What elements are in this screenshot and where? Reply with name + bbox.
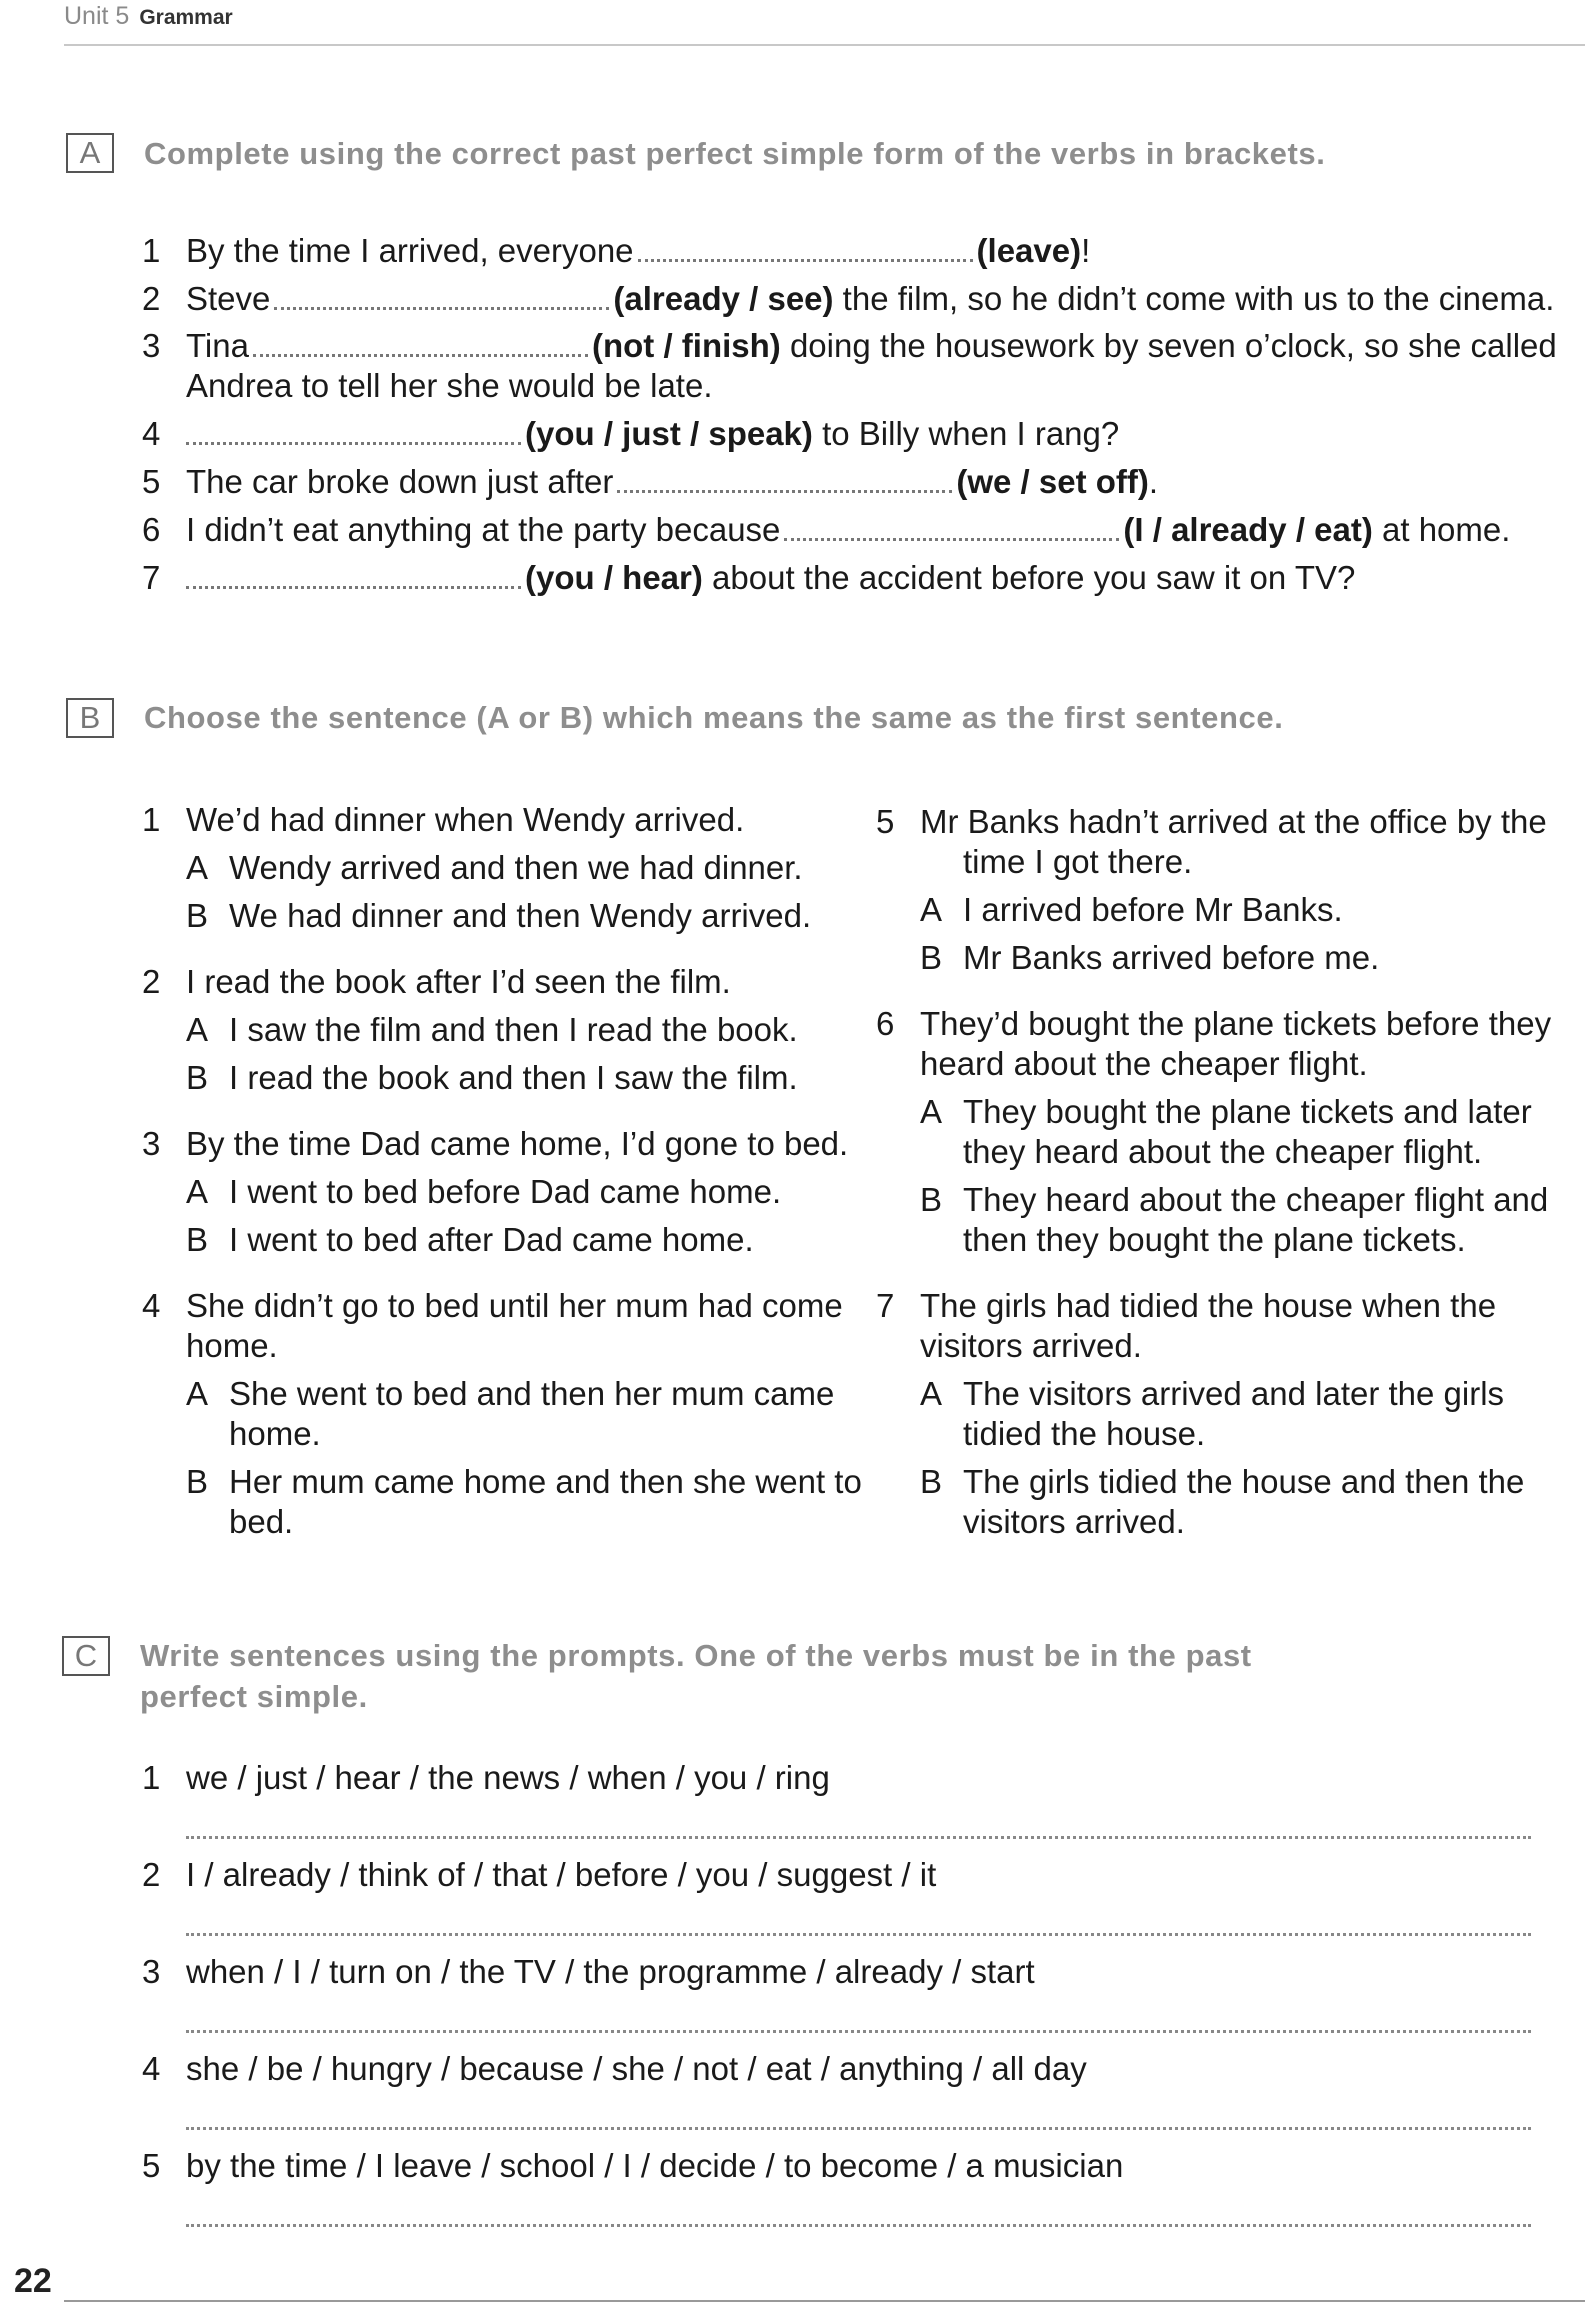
item-text: I didn’t eat anything at the party because xyxy=(186,511,781,548)
item-text: the film, so he didn’t come with us to the cinema. xyxy=(833,280,1555,317)
question-sentence-continued: visitors arrived. xyxy=(920,1327,1142,1364)
answer-blank[interactable] xyxy=(617,466,952,493)
option-b-text: I went to bed after Dad came home. xyxy=(229,1221,754,1258)
item-number: 2 xyxy=(142,963,161,1000)
exercise-a-instruction: Complete using the correct past perfect simple form of the verbs in brackets. xyxy=(144,136,1326,171)
exercise-a-item-5 xyxy=(186,462,1158,502)
verb-cue: (not / finish) xyxy=(591,327,781,364)
item-number: 6 xyxy=(142,511,161,548)
option-b-label[interactable]: B xyxy=(186,1059,209,1096)
verb-cue: (already / see) xyxy=(613,280,834,317)
item-number: 5 xyxy=(142,2147,161,2184)
option-a-text: She went to bed and then her mum came xyxy=(229,1375,835,1412)
question-sentence: The girls had tidied the house when the xyxy=(920,1287,1497,1324)
option-b-label[interactable]: B xyxy=(186,897,209,934)
answer-line[interactable] xyxy=(186,1933,1531,1936)
exercise-c-instruction-line-1: Write sentences using the prompts. One of the verbs must be in the past xyxy=(140,1638,1252,1673)
option-a-text-continued: home. xyxy=(229,1415,321,1452)
item-number: 3 xyxy=(142,1953,161,1990)
answer-line[interactable] xyxy=(186,2030,1531,2033)
option-b-text: The girls tidied the house and then the xyxy=(963,1463,1525,1500)
exercise-a-item-1 xyxy=(186,231,1090,271)
answer-blank[interactable] xyxy=(253,330,588,357)
prompt-text: by the time / I leave / school / I / decide / to become / a musician xyxy=(186,2147,1124,2184)
answer-line[interactable] xyxy=(186,2127,1531,2130)
option-a-text: I saw the film and then I read the book. xyxy=(229,1011,798,1048)
item-number: 5 xyxy=(876,803,895,840)
item-text: doing the housework by seven o’clock, so she called xyxy=(780,327,1557,364)
question-sentence: We’d had dinner when Wendy arrived. xyxy=(186,801,745,838)
item-text: at home. xyxy=(1372,511,1511,548)
option-b-text: Mr Banks arrived before me. xyxy=(963,939,1380,976)
option-b-text: We had dinner and then Wendy arrived. xyxy=(229,897,812,934)
item-text: The car broke down just after xyxy=(186,463,614,500)
exercise-c-letter: C xyxy=(62,1636,110,1676)
item-number: 1 xyxy=(142,232,161,269)
question-sentence: By the time Dad came home, I’d gone to bed. xyxy=(186,1125,849,1162)
question-sentence: Mr Banks hadn’t arrived at the office by the xyxy=(920,803,1547,840)
item-text: . xyxy=(1148,463,1159,500)
verb-cue: (you / hear) xyxy=(525,559,703,596)
item-number: 7 xyxy=(876,1287,895,1324)
section-label: Grammar xyxy=(139,6,233,29)
option-a-label[interactable]: A xyxy=(186,1173,209,1210)
answer-blank[interactable] xyxy=(638,235,973,262)
item-number: 2 xyxy=(142,280,161,317)
option-b-text-continued: bed. xyxy=(229,1503,294,1540)
item-number: 1 xyxy=(142,801,161,838)
item-text: Tina xyxy=(186,327,249,364)
item-text: about the accident before you saw it on TV? xyxy=(702,559,1356,596)
exercise-c-instruction-line-2: perfect simple. xyxy=(140,1679,368,1714)
option-b-text-continued: then they bought the plane tickets. xyxy=(963,1221,1466,1258)
option-b-label[interactable]: B xyxy=(186,1221,209,1258)
item-number: 7 xyxy=(142,559,161,596)
option-a-text: Wendy arrived and then we had dinner. xyxy=(229,849,803,886)
option-b-text: Her mum came home and then she went to xyxy=(229,1463,862,1500)
verb-cue: (you / just / speak) xyxy=(525,415,813,452)
prompt-text: she / be / hungry / because / she / not / eat / anything / all day xyxy=(186,2050,1087,2087)
answer-line[interactable] xyxy=(186,2224,1531,2227)
option-b-text-continued: visitors arrived. xyxy=(963,1503,1185,1540)
exercise-a-item-3 xyxy=(186,326,1557,366)
option-a-label[interactable]: A xyxy=(920,1093,943,1130)
exercise-a-letter: A xyxy=(66,133,114,173)
option-b-label[interactable]: B xyxy=(920,1463,943,1500)
prompt-text: when / I / turn on / the TV / the programme / already / start xyxy=(186,1953,1035,1990)
prompt-text: I / already / think of / that / before / you / suggest / it xyxy=(186,1856,937,1893)
verb-cue: (we / set off) xyxy=(956,463,1149,500)
item-text: By the time I arrived, everyone xyxy=(186,232,634,269)
item-number: 4 xyxy=(142,415,161,452)
verb-cue: (leave) xyxy=(976,232,1082,269)
exercise-a-item-2 xyxy=(186,279,1554,319)
option-b-text: They heard about the cheaper flight and xyxy=(963,1181,1549,1218)
option-a-label[interactable]: A xyxy=(186,849,209,886)
page-number: 22 xyxy=(14,2262,52,2300)
option-b-text: I read the book and then I saw the film. xyxy=(229,1059,798,1096)
question-sentence: She didn’t go to bed until her mum had come xyxy=(186,1287,843,1324)
verb-cue: (I / already / eat) xyxy=(1123,511,1373,548)
option-a-text-continued: tidied the house. xyxy=(963,1415,1206,1452)
answer-blank[interactable] xyxy=(186,418,521,445)
item-number: 3 xyxy=(142,327,161,364)
question-sentence-continued: home. xyxy=(186,1327,278,1364)
item-number: 6 xyxy=(876,1005,895,1042)
answer-line[interactable] xyxy=(186,1836,1531,1839)
option-a-label[interactable]: A xyxy=(186,1011,209,1048)
item-number: 5 xyxy=(142,463,161,500)
option-a-label[interactable]: A xyxy=(186,1375,209,1412)
item-number: 4 xyxy=(142,1287,161,1324)
item-text: to Billy when I rang? xyxy=(812,415,1120,452)
footer-rule xyxy=(64,2300,1585,2302)
option-b-label[interactable]: B xyxy=(920,1181,943,1218)
question-sentence-continued: time I got there. xyxy=(963,843,1193,880)
option-b-label[interactable]: B xyxy=(920,939,943,976)
running-header xyxy=(64,2,233,31)
option-a-text: They bought the plane tickets and later xyxy=(963,1093,1532,1130)
option-a-label[interactable]: A xyxy=(920,891,943,928)
option-b-label[interactable]: B xyxy=(186,1463,209,1500)
option-a-text: I went to bed before Dad came home. xyxy=(229,1173,782,1210)
item-number: 4 xyxy=(142,2050,161,2087)
answer-blank[interactable] xyxy=(186,562,521,589)
item-number: 2 xyxy=(142,1856,161,1893)
item-text: Steve xyxy=(186,280,271,317)
header-rule xyxy=(64,44,1585,46)
exercise-b-instruction: Choose the sentence (A or B) which means the same as the first sentence. xyxy=(144,700,1284,735)
item-text-continued: Andrea to tell her she would be late. xyxy=(186,367,713,404)
exercise-a-item-4 xyxy=(186,414,1119,454)
option-a-text: The visitors arrived and later the girls xyxy=(963,1375,1505,1412)
exercise-b-letter: B xyxy=(66,698,114,738)
item-number: 3 xyxy=(142,1125,161,1162)
item-text: ! xyxy=(1081,232,1091,269)
question-sentence-continued: heard about the cheaper flight. xyxy=(920,1045,1368,1082)
item-number: 1 xyxy=(142,1759,161,1796)
answer-blank[interactable] xyxy=(274,283,609,310)
option-a-text-continued: they heard about the cheaper flight. xyxy=(963,1133,1483,1170)
question-sentence: I read the book after I’d seen the film. xyxy=(186,963,731,1000)
exercise-a-item-6 xyxy=(186,510,1510,550)
option-a-text: I arrived before Mr Banks. xyxy=(963,891,1343,928)
answer-blank[interactable] xyxy=(784,514,1119,541)
exercise-a-item-7 xyxy=(186,558,1355,598)
option-a-label[interactable]: A xyxy=(920,1375,943,1412)
question-sentence: They’d bought the plane tickets before they xyxy=(920,1005,1552,1042)
unit-label: Unit 5 xyxy=(64,2,130,30)
prompt-text: we / just / hear / the news / when / you / ring xyxy=(186,1759,830,1796)
